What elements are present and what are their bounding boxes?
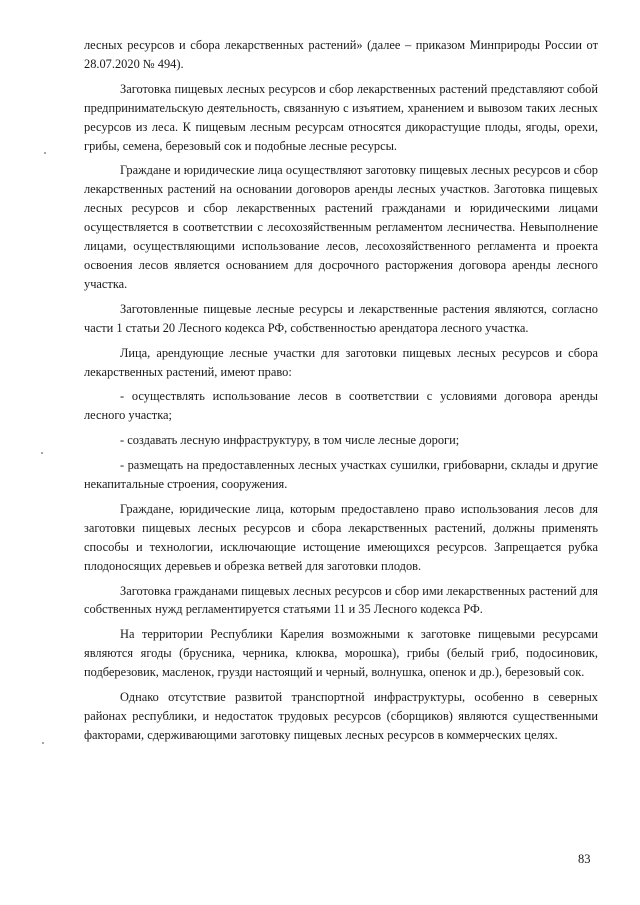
paragraph-8: На территории Республики Карелия возможными к заготовке пищевыми ресурсами являются ягоды (брусника, черника, клюква, морошка), грибы (белый гриб, подосиновик, подберезовик, масленок, грузди настоящий и черный, волнушка, опенок и др.), березовый сок. bbox=[84, 627, 598, 680]
scan-mark bbox=[44, 152, 46, 154]
paragraph-4: Заготовленные пищевые лесные ресурсы и лекарственные растения являются, согласно части 1 статьи 20 Лесного кодекса РФ, собственностью арендатора лесного участка. bbox=[84, 301, 598, 335]
paragraph-3: Граждане и юридические лица осуществляют заготовку пищевых лесных ресурсов и сбор лекарственных растений на основании договоров аренды лесных участков. Заготовка пищевых лесных ресурсов и сбор лекарственных растений гражданами и юридическими лицами осуществляется в соответствии с лесохозяйственным регламентом лесничества. Невыполнение лицами, осуществляющими использование лесов, лесохозяйственного регламента и проекта освоения лесов является основанием для досрочного расторжения договора аренды лесного участка. bbox=[84, 163, 598, 291]
list-item-1: - осуществлять использование лесов в соответствии с условиями договора аренды лесного участка; bbox=[84, 389, 598, 423]
list-item-2: - создавать лесную инфраструктуру, в том числе лесные дороги; bbox=[120, 433, 460, 448]
paragraph-9: Однако отсутствие развитой транспортной инфраструктуры, особенно в северных районах республики, и недостаток трудовых ресурсов (сборщиков) являются существенными факторами, сдерживающими заготовку пищевых лесных ресурсов в коммерческих целях. bbox=[84, 690, 598, 742]
scan-mark bbox=[41, 452, 43, 454]
paragraph-5: Лица, арендующие лесные участки для заготовки пищевых лесных ресурсов и сбора лекарственных растений, имеют право: bbox=[84, 345, 598, 379]
list-item-3: - размещать на предоставленных лесных участках сушилки, грибоварни, склады и другие некапитальные строения, сооружения. bbox=[84, 458, 598, 492]
scan-mark bbox=[42, 742, 44, 744]
paragraph-6: Граждане, юридические лица, которым предоставлено право использования лесов для заготовки пищевых лесных ресурсов и сбора лекарственных растений, должны применять способы и технологии, исключающие истощение имеющихся ресурсов. Запрещается рубка плодоносящих деревьев и обрезка ветвей для заготовки плодов. bbox=[84, 501, 598, 573]
paragraph-7: Заготовка гражданами пищевых лесных ресурсов и сбор ими лекарственных растений для собственных нужд регламентируется статьями 11 и 35 Лесного кодекса РФ. bbox=[84, 583, 598, 617]
page-number: 83 bbox=[578, 852, 591, 866]
paragraph-1: лесных ресурсов и сбора лекарственных растений» (далее – приказом Минприроды России от 28.07.2020 № 494). bbox=[84, 38, 598, 71]
document-body bbox=[84, 36, 598, 751]
paragraph-2: Заготовка пищевых лесных ресурсов и сбор лекарственных растений представляют собой предпринимательскую деятельность, связанную с изъятием, хранением и вывозом таких лесных ресурсов из леса. К пищевым лесным ресурсам относятся дикорастущие плоды, ягоды, орехи, грибы, семена, березовый сок и подобные лесные ресурсы. bbox=[84, 81, 598, 153]
